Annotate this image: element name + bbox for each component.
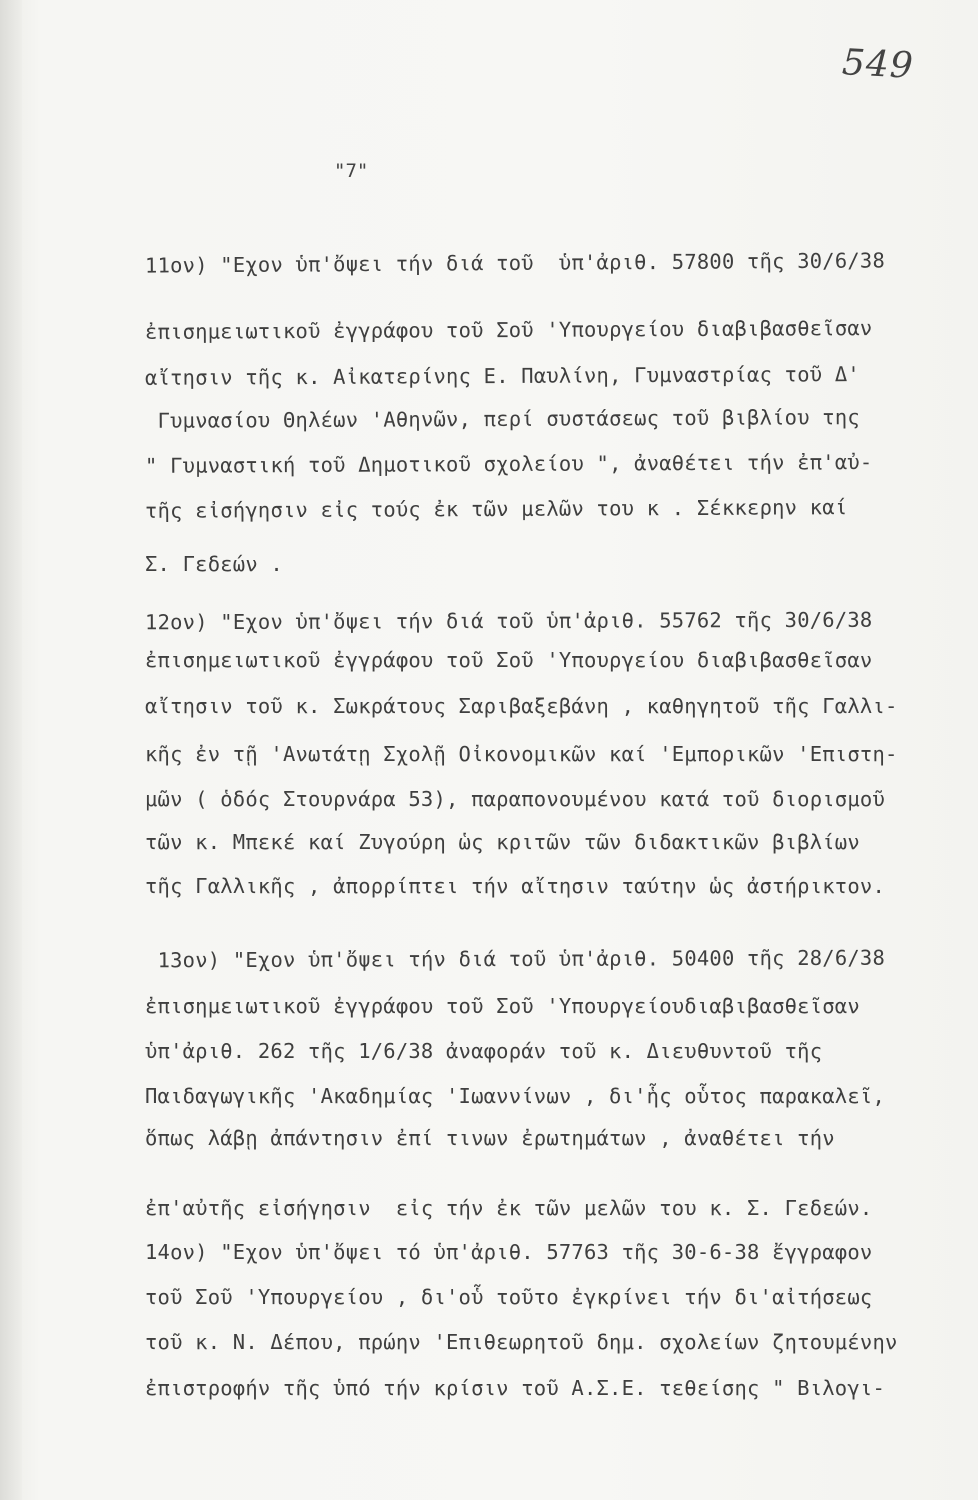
text-line: τῆς εἰσήγησιν εἰς τούς ἐκ τῶν μελῶν του κ . Σέκκερην καί (144, 495, 848, 523)
text-line: τῶν κ. Μπεκέ καί Ζυγούρη ὡς κριτῶν τῶν διδακτικῶν βιβλίων (145, 830, 860, 854)
text-line: ὑπ'ἀριθ. 262 τῆς 1/6/38 ἀναφοράν τοῦ κ. Διευθυντοῦ τῆς (145, 1039, 823, 1063)
text-line: μῶν ( ὁδός Στουρνάρα 53), παραπονουμένου κατά τοῦ διορισμοῦ (145, 787, 885, 811)
text-line: τοῦ Σοῦ 'Υπουργείου , δι'οὗ τοῦτο ἐγκρίνει τήν δι'αἰτήσεως (145, 1285, 873, 1309)
text-line: αἴτησιν τῆς κ. Αἰκατερίνης Ε. Παυλίνη, Γυμναστρίας τοῦ Δ' (144, 362, 860, 390)
text-line: " Γυμναστική τοῦ Δημοτικοῦ σχολείου ", ἀναθέτει τήν ἐπ'αὐ- (144, 450, 873, 478)
text-line: 11ον) "Εχον ὑπ'ὄψει τήν διά τοῦ ὑπ'ἀριθ. 57800 τῆς 30/6/38 (144, 248, 886, 278)
text-line: ἐπ'αὐτῆς εἰσήγησιν εἰς τήν ἐκ τῶν μελῶν του κ. Σ. Γεδεών. (145, 1196, 873, 1220)
text-line: 14ον) "Εχον ὑπ'ὄψει τό ὑπ'ἀριθ. 57763 τῆς 30-6-38 ἔγγραφον (145, 1240, 873, 1264)
text-line: Σ. Γεδεών . (145, 552, 283, 576)
text-line: αἴτησιν τοῦ κ. Σωκράτους Σαριβαξεβάνη , καθηγητοῦ τῆς Γαλλι- (145, 694, 898, 718)
text-line: ἐπισημειωτικοῦ ἐγγράφου τοῦ Σοῦ 'Υπουργείου διαβιβασθεῖσαν (145, 648, 873, 672)
text-line: 12ον) "Εχον ὑπ'ὄψει τήν διά τοῦ ὑπ'ἀριθ. 55762 τῆς 30/6/38 (144, 607, 873, 635)
text-line: Γυμνασίου Θηλέων 'Αθηνῶν, περί συστάσεως τοῦ βιβλίου της (144, 405, 860, 433)
text-line: κῆς ἐν τῇ 'Ανωτάτῃ Σχολῇ Οἰκονομικῶν καί 'Εμπορικῶν 'Επιστη- (145, 742, 898, 766)
text-line: ὅπως λάβῃ ἀπάντησιν ἐπί τινων ἐρωτημάτων , ἀναθέτει τήν (145, 1126, 835, 1150)
text-line: ἐπιστροφήν τῆς ὑπό τήν κρίσιν τοῦ Α.Σ.Ε. τεθείσης " Βιλογι- (145, 1376, 885, 1400)
section-number: "7" (334, 160, 369, 182)
text-line: τοῦ κ. Ν. Δέπου, πρώην 'Επιθεωρητοῦ δημ. σχολείων ζητουμένην (145, 1330, 898, 1354)
page-edge-shadow (0, 0, 22, 1500)
text-line: ἐπισημειωτικοῦ ἐγγράφου τοῦ Σοῦ 'Υπουργείου διαβιβασθεῖσαν (144, 316, 873, 344)
text-line: Παιδαγωγικῆς 'Ακαδημίας 'Ιωαννίνων , δι'ἧς οὗτος παρακαλεῖ, (145, 1084, 885, 1108)
text-line: 13ον) "Εχον ὑπ'ὄψει τήν διά τοῦ ὑπ'ἀριθ. 50400 τῆς 28/6/38 (144, 945, 886, 973)
handwritten-page-number: 549 (840, 42, 915, 87)
text-line: τῆς Γαλλικῆς , ἀπορρίπτει τήν αἴτησιν ταύτην ὡς ἀστήρικτον. (145, 874, 885, 898)
text-line: ἐπισημειωτικοῦ ἐγγράφου τοῦ Σοῦ 'Υπουργείουδιαβιβασθεῖσαν (145, 994, 860, 1018)
